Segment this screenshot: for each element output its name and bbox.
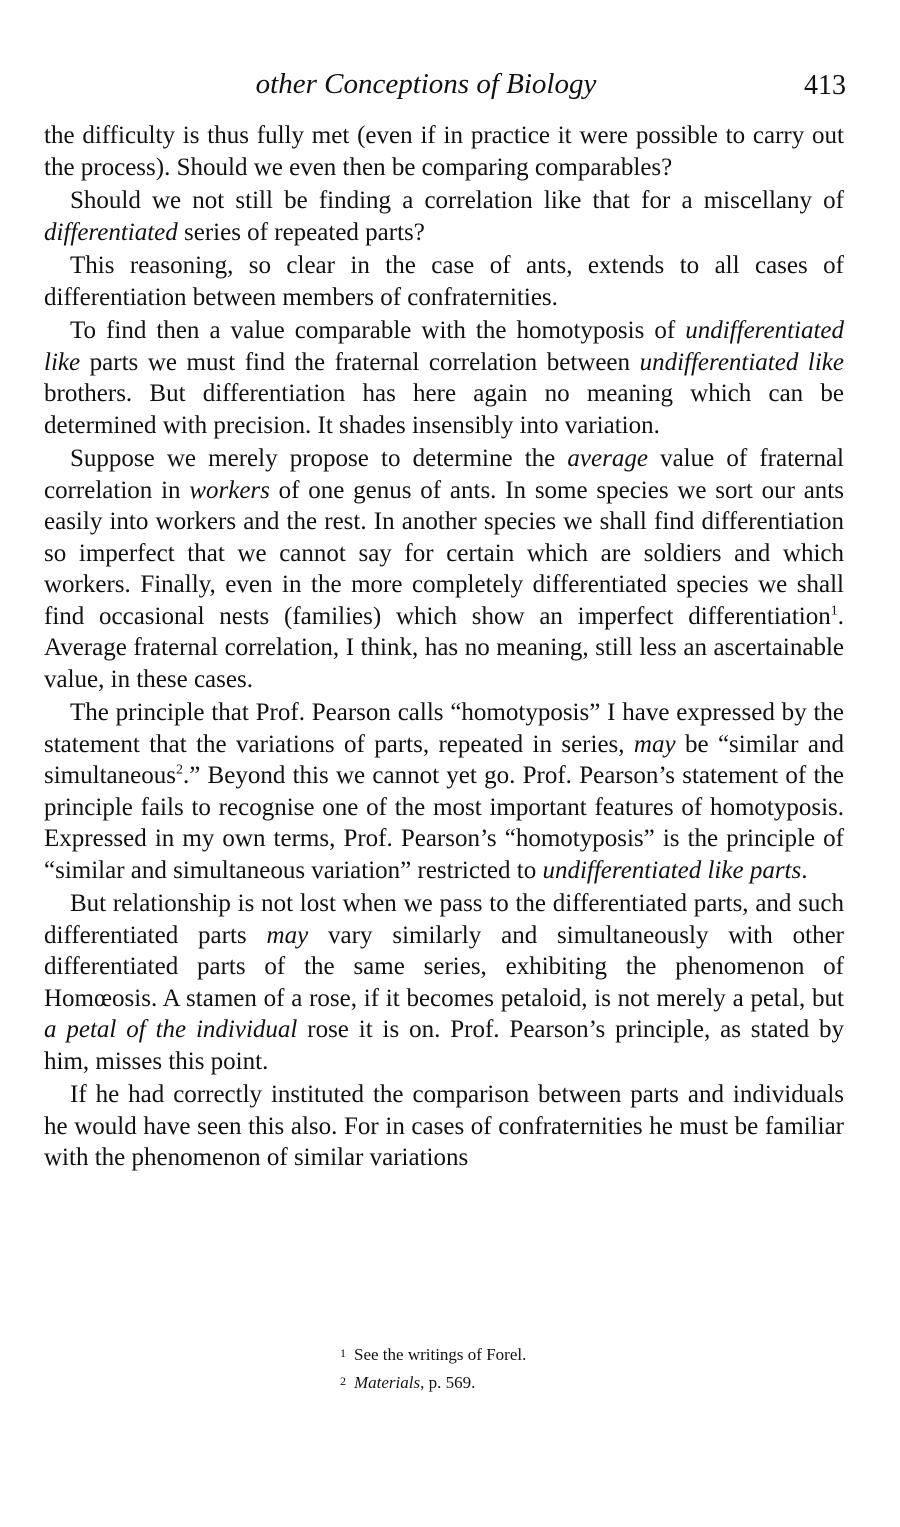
text-run: But relationship is not lost when we pass to the differentiated parts, and such differentiated parts <box>44 890 844 949</box>
italic-text: undifferentiated like parts <box>542 856 802 884</box>
italic-text: may <box>266 921 309 949</box>
footnotes <box>340 1340 526 1396</box>
italic-text: average <box>567 445 648 472</box>
paragraph <box>44 185 844 248</box>
text-run: series of repeated parts? <box>177 218 425 246</box>
text-run: vary similarly and simultaneously with other differentiated parts of the same series, exhibiting the phenomenon of Homœosis. A stamen of a rose, if it becomes petaloid, is not merely a petal, but <box>44 921 844 1012</box>
text-run: Suppose we merely propose to determine the <box>70 445 568 472</box>
paragraph <box>44 120 844 183</box>
text-run: This reasoning, so clear in the case of ants, extends to all cases of differentiation between members of confraternities. <box>44 252 844 311</box>
text-run: be “similar and simultaneous <box>44 730 844 789</box>
text-run: Should we not still be finding a correlation like that for a miscellany of <box>70 187 844 214</box>
text-run: To find then a value comparable with the homotyposis of <box>70 317 686 344</box>
text-run: . <box>801 856 808 884</box>
italic-text: Materials <box>354 1373 421 1392</box>
page-number: 413 <box>804 70 846 101</box>
paragraph <box>44 250 844 313</box>
paragraph <box>44 1079 844 1174</box>
text-run: parts we must find the fraternal correlation between <box>80 348 640 376</box>
italic-text: undifferentiated like <box>639 348 844 376</box>
footnote <box>340 1340 526 1368</box>
running-head-title: other Conceptions of Biology <box>255 68 597 100</box>
italic-text: differentiated <box>44 218 178 246</box>
text-run: value of fraternal correlation in <box>44 445 844 504</box>
italic-text: a petal of the individual <box>44 1016 298 1043</box>
footnote-reference: 1 <box>830 603 838 619</box>
text-run: See the writings of Forel. <box>354 1345 527 1364</box>
text-run: If he had correctly instituted the comparison between parts and individuals he would have seen this also. For in cases of confraternities he must be familiar with the phenomenon of similar variations <box>44 1081 844 1171</box>
italic-text: workers <box>189 476 270 504</box>
paragraph <box>44 443 844 695</box>
footnote-reference: 2 <box>175 762 183 778</box>
paragraph <box>44 888 844 1077</box>
running-head <box>46 68 846 108</box>
italic-text: undifferentiated like <box>44 317 844 376</box>
footnote-mark: 2 <box>340 1374 346 1388</box>
paragraph <box>44 315 844 441</box>
text-run: the difficulty is thus fully met (even if in practice it were possible to carry out the process). Should we even then be comparing comparables? <box>44 122 844 181</box>
paragraph <box>44 697 844 886</box>
footnote <box>340 1368 526 1396</box>
footnote-mark: 1 <box>340 1346 346 1360</box>
text-run: .” Beyond this we cannot yet go. Prof. Pearson’s statement of the principle fails to recognise one of the most important features of homotyposis. Expressed in my own terms, Prof. Pearson’s “homotyposis” is the principle of “similar and simultaneous variation” restricted to <box>44 762 844 884</box>
body-text <box>44 120 844 1174</box>
text-run: rose it is on. Prof. Pearson’s principle, as stated by him, misses this point. <box>44 1016 844 1075</box>
text-run: of one genus of ants. In some species we sort our ants easily into workers and the rest. In another species we shall find differentiation so imperfect that we cannot say for certain which are soldiers and which workers. Finally, even in the more completely differentiated species we shall find occasional nests (families) which show an imperfect differentiation <box>44 476 844 630</box>
italic-text: may <box>633 730 676 758</box>
text-run: . Average fraternal correlation, I think, has no meaning, still less an ascertainable value, in these cases. <box>44 602 844 693</box>
text-run: , p. 569. <box>420 1373 476 1392</box>
text-run: The principle that Prof. Pearson calls “homotyposis” I have expressed by the statement that the variations of parts, repeated in series, <box>44 699 844 758</box>
text-run: brothers. But differentiation has here again no meaning which can be determined with precision. It shades insensibly into variation. <box>44 380 844 439</box>
